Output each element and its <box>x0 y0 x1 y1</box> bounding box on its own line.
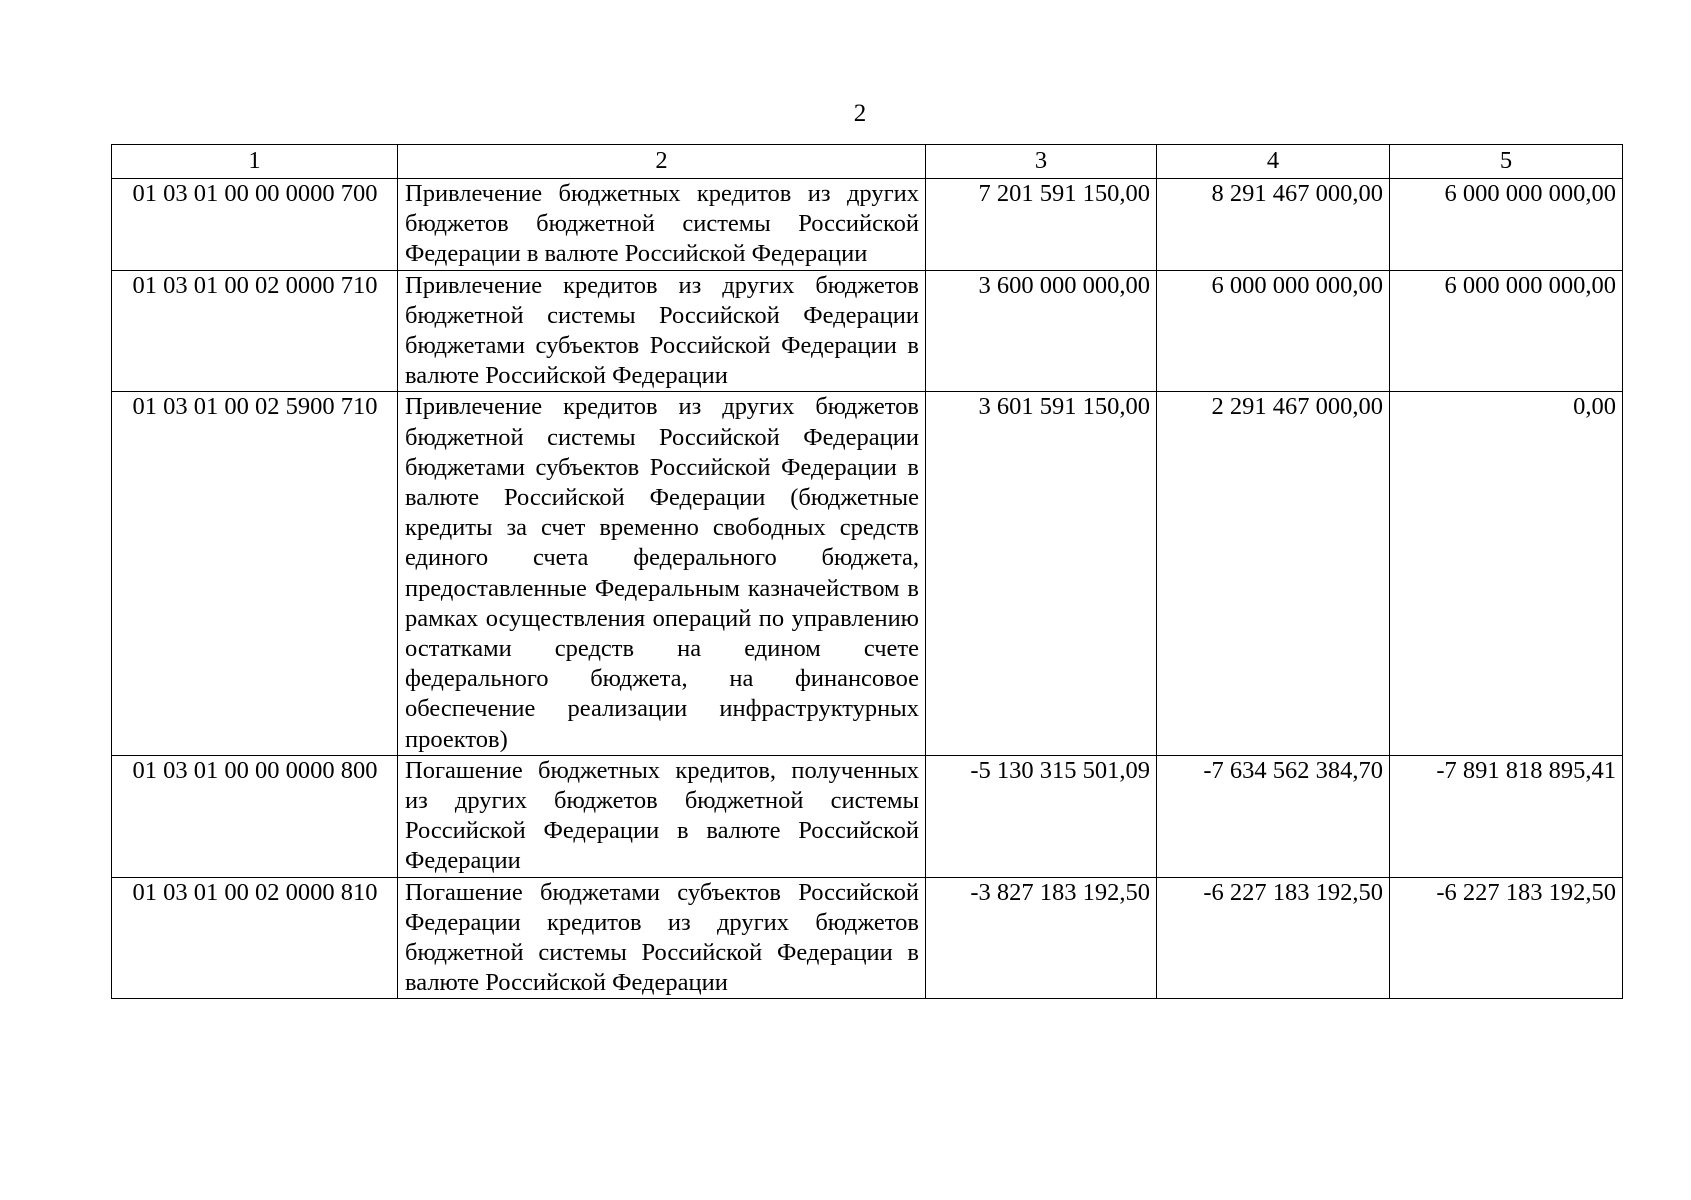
amount-col5: -6 227 183 192,50 <box>1390 877 1623 999</box>
item-description: Привлечение бюджетных кредитов из других бюджетов бюджетной системы Российской Федерации в валюте Российской Федерации <box>398 179 926 271</box>
column-header: 3 <box>926 145 1157 179</box>
budget-code: 01 03 01 00 02 0000 710 <box>112 270 398 392</box>
amount-col4: 8 291 467 000,00 <box>1157 179 1390 271</box>
table-row <box>112 179 1623 271</box>
amount-col4: -6 227 183 192,50 <box>1157 877 1390 999</box>
amount-col3: 7 201 591 150,00 <box>926 179 1157 271</box>
column-header: 1 <box>112 145 398 179</box>
column-header: 4 <box>1157 145 1390 179</box>
amount-col5: 6 000 000 000,00 <box>1390 270 1623 392</box>
budget-code: 01 03 01 00 00 0000 700 <box>112 179 398 271</box>
amount-col4: 2 291 467 000,00 <box>1157 392 1390 755</box>
budget-code: 01 03 01 00 02 5900 710 <box>112 392 398 755</box>
amount-col4: 6 000 000 000,00 <box>1157 270 1390 392</box>
amount-col5: -7 891 818 895,41 <box>1390 755 1623 877</box>
budget-code: 01 03 01 00 00 0000 800 <box>112 755 398 877</box>
amount-col3: -3 827 183 192,50 <box>926 877 1157 999</box>
table-header-row <box>112 145 1623 179</box>
table-row <box>112 392 1623 755</box>
amount-col4: -7 634 562 384,70 <box>1157 755 1390 877</box>
page-number: 2 <box>853 100 867 127</box>
table-row <box>112 877 1623 999</box>
item-description: Привлечение кредитов из других бюджетов бюджетной системы Российской Федерации бюджетами субъектов Российской Федерации в валюте Российской Федерации <box>398 270 926 392</box>
amount-col3: -5 130 315 501,09 <box>926 755 1157 877</box>
budget-table <box>111 144 1623 999</box>
table-row <box>112 755 1623 877</box>
item-description: Погашение бюджетных кредитов, полученных из других бюджетов бюджетной системы Российской Федерации в валюте Российской Федерации <box>398 755 926 877</box>
amount-col3: 3 601 591 150,00 <box>926 392 1157 755</box>
amount-col5: 6 000 000 000,00 <box>1390 179 1623 271</box>
column-header: 5 <box>1390 145 1623 179</box>
item-description: Привлечение кредитов из других бюджетов бюджетной системы Российской Федерации бюджетами субъектов Российской Федерации в валюте Российской Федерации (бюджетные кредиты за счет временно свободных средств единого счета федерального бюджета, предоставленные Федеральным казначейством в рамках осуществления операций по управлению остатками средств на едином счете федерального бюджета, на финансовое обеспечение реализации инфраструктурных проектов) <box>398 392 926 755</box>
amount-col5: 0,00 <box>1390 392 1623 755</box>
item-description: Погашение бюджетами субъектов Российской Федерации кредитов из других бюджетов бюджетной системы Российской Федерации в валюте Российской Федерации <box>398 877 926 999</box>
column-header: 2 <box>398 145 926 179</box>
table-row <box>112 270 1623 392</box>
amount-col3: 3 600 000 000,00 <box>926 270 1157 392</box>
budget-code: 01 03 01 00 02 0000 810 <box>112 877 398 999</box>
